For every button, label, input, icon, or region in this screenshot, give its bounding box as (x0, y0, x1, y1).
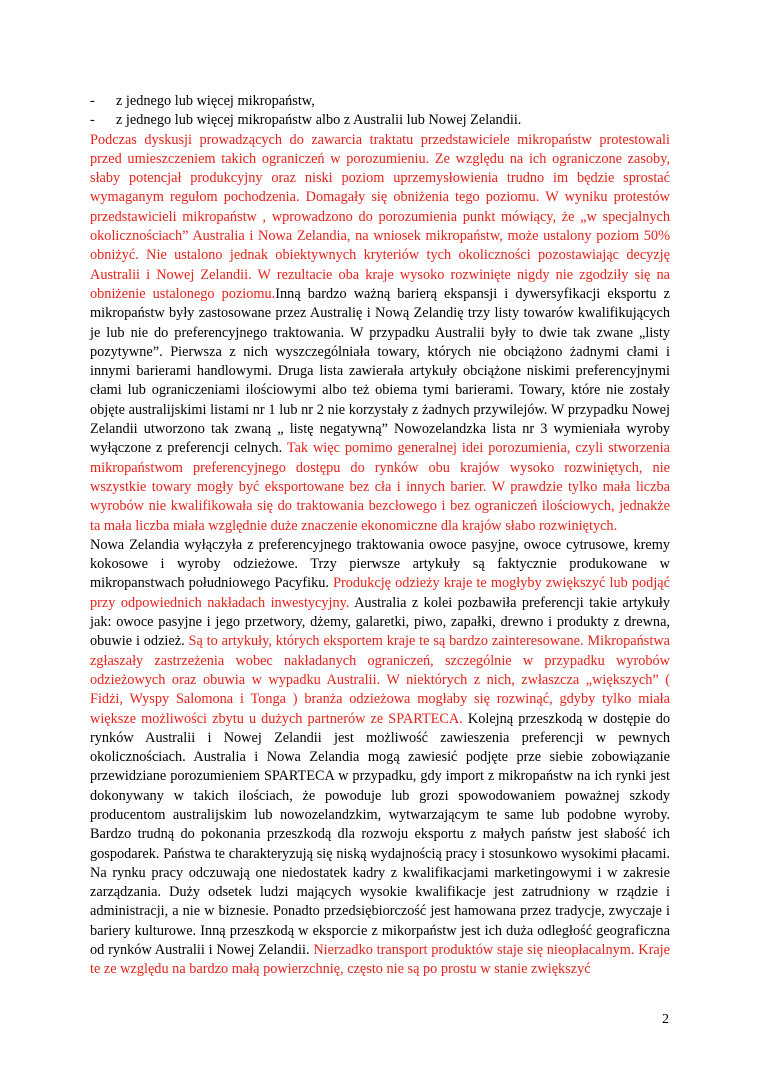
highlighted-text: Podczas dyskusji prowadzących do zawarcia traktatu przedstawiciele mikropaństw protestowali przed umieszczeniem takich ograniczeń w porozumieniu. Ze względu na ich ograniczone zasoby, słaby potencjał produkcyjny oraz niski poziom uprzemysłowienia trudno im będzie sprostać wymaganym regułom pochodzenia. Domagały się obniżenia tego poziomu. W wyniku protestów przedstawicieli mikropaństw , wprowadzono do porozumienia punkt mówiący, że „w specjalnych okolicznościach” Australia i Nowa Zelandia, na wniosek mikropaństw, może ustalony poziom 50% obniżyć. Nie ustalono jednak obiektywnych kryteriów tych okoliczności pozostawiając decyzję Australii i Nowej Zelandii. W rezultacie oba kraje wysoko rozwinięte nigdy nie zgodziły się na obniżenie ustalonego poziomu. (90, 131, 670, 302)
bullet-item (90, 111, 670, 130)
highlighted-text: Nierzadko transport produktów staje się nieopłacalnym. Kraje te ze względu na bardzo małą powierzchnię, często nie są po prostu w stanie zwiększyć (90, 942, 671, 978)
bullet-text: z jednego lub więcej mikropaństw, (116, 93, 315, 109)
highlighted-text: Tak więc pomimo generalnej idei porozumienia, czyli stworzenia mikropaństwom preferencyjnego dostępu do rynków obu krajów wysoko rozwiniętych, nie wszystkie towary mogły być eksportowane bez cła i innych barier. W prawdzie tylko mała liczba wyrobów nie kwalifikowała się do traktowania bezcłowego i bez ograniczeń ilościowych, jednakże ta mała liczba miała względnie duże znaczenie ekonomiczne dla krajów słabo rozwiniętych. (90, 440, 670, 534)
bullet-list (90, 92, 670, 131)
body-text-segment: Kolejną przeszkodą w dostępie do rynków Australii i Nowej Zelandii jest możliwość zawieszenia preferencji w pewnych okolicznościach. Australia i Nowa Zelandia mogą zawiesić podjęte prze siebie zobowiązanie przewidziane porozumieniem SPARTECA w przypadku, gdy import z mikropaństw na ich rynki jest dokonywany w takich ilościach, że powoduje lub grozi spowodowaniem poważnej szkody producentom australijskim lub nowozelandzkim, wytwarzającym te same lub podobne wyroby. Bardzo trudną do pokonania przeszkodą dla rozwoju eksportu z małych państw jest słabość ich gospodarek. Państwa te charakteryzują się niską wydajnością pracy i stosunkowo wysokimi płacami. Na rynku pracy odczuwają one niedostatek kadry z kwalifikacjami marketingowymi i w zakresie zarządzania. Duży odsetek ludzi mających wysokie kwalifikacje jest zatrudniony w rządzie i administracji, a nie w biznesie. Ponadto przedsiębiorczość jest hamowana przez tradycje, zwyczaje i bariery kulturowe. Inną przeszkodą w eksporcie z mikorpaństw jest ich duża odległość geograficzna od rynków Australii i Nowej Zelandii. (90, 710, 670, 959)
body-text (90, 92, 670, 980)
bullet-text: z jednego lub więcej mikropaństw albo z Australii lub Nowej Zelandii. (116, 112, 522, 129)
paragraph (90, 536, 670, 980)
body-text-segment: Australia z kolei pozbawiła preferencji takie artykuły jak: owoce pasyjne i jego przetwory, dżemy, galaretki, piwo, zapałki, drewno i produkty z drewna, obuwie i odzież. (90, 594, 671, 650)
paragraph (90, 131, 670, 536)
bullet-dash: - (90, 112, 95, 129)
highlighted-text: Produkcję odzieży kraje te mogłyby zwiększyć lub podjąć przy odpowiednich nakładach inwestycyjny. (90, 575, 670, 611)
body-text-segment: Nowa Zelandia wyłączyła z preferencyjnego traktowania owoce pasyjne, owoce cytrusowe, kremy kokosowe i wyroby odzieżowe. Trzy pierwsze artykuły są faktycznie produkowane w mikropanstwach południowego Pacyfiku. (90, 536, 670, 592)
highlighted-text: Są to artykuły, których eksportem kraje te są bardzo zainteresowane. Mikropaństwa zgłaszały zastrzeżenia wobec nakładanych ograniczeń, szczególnie w przypadku wyrobów odzieżowych oraz obuwia w wypadku Australii. W niektórych z nich, zwłaszcza „większych” ( Fidżi, Wyspy Salomona i Tonga ) branża odzieżowa mogłaby się rozwinąć, gdyby tylko miała większe możliwości zbytu u dużych partnerów ze SPARTECA. (90, 633, 670, 727)
bullet-item (90, 92, 670, 111)
page-number: 2 (662, 1012, 669, 1027)
body-text-segment: Inną bardzo ważną barierą ekspansji i dywersyfikacji eksportu z mikropaństw były zastosowane przez Australię i Nową Zelandię trzy listy towarów kwalifikujących je lub nie do preferencyjnego traktowania. W przypadku Australii były to dwie tak zwane „listy pozytywne”. Pierwsza z nich wyszczególniała towary, których nie obciążono żadnymi cłami i innymi barierami handlowymi. Druga lista zawierała artykuły obciążone niskimi preferencyjnymi cłami lub ograniczeniami ilościowymi albo też obiema tymi barierami. Towary, które nie zostały objęte australijskimi listami nr 1 lub nr 2 nie korzystały z żadnych przywilejów. W przypadku Nowej Zelandii utworzono tak zwaną „ listę negatywną” Nowozelandzka lista nr 3 wymieniała wyroby wyłączone z preferencji celnych. (90, 285, 670, 457)
bullet-dash: - (90, 93, 95, 109)
